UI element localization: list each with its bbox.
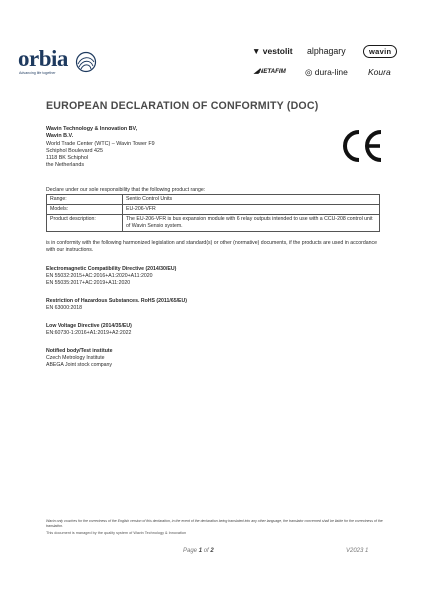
range-value: Sentio Control Units: [123, 195, 380, 205]
emc-section: [46, 266, 176, 288]
emc-standard-1: EN 55032:2015+AC:2016+A1:2020+A11:2020: [46, 273, 153, 280]
duraline-logo: ◎ dura-line: [305, 67, 348, 77]
issuer-line-5: 1118 BK Schiphol: [46, 155, 89, 162]
orbia-tagline: Advancing life together: [19, 71, 56, 75]
rohs-standard-1: EN 63000:2018: [46, 305, 83, 312]
issuer-line-2: Wavin B.V.: [46, 133, 74, 140]
page-title: EUROPEAN DECLARATION OF CONFORMITY (DOC): [46, 100, 319, 112]
emc-heading: Electromagnetic Compatibility Directive (2014/30/EU): [46, 266, 177, 272]
wavin-logo: wavin: [363, 45, 397, 58]
table-row: [47, 205, 380, 215]
table-row: [47, 215, 380, 232]
total-pages: 2: [210, 548, 214, 554]
product-range-table: [46, 194, 380, 232]
netafim-logo: ◢NETAFIM: [254, 68, 286, 75]
lvd-standard-1: EN:60730-1:2016+A1:2019+A2:2022: [46, 330, 132, 337]
lvd-heading: Low Voltage Directive (2014/35/EU): [46, 323, 132, 329]
description-label: Product description:: [47, 215, 123, 232]
duraline-ring-icon: ◎: [305, 67, 315, 77]
vestolit-v-icon: ▼: [252, 46, 263, 56]
notified-body-line-1: Czech Metrology Institute: [46, 355, 105, 362]
koura-logo: Koura: [368, 67, 391, 77]
orbia-logo: [18, 44, 100, 80]
translation-disclaimer: Wavin only vouches for the correctness of the English version of this declaration, in the event of the declaration being translated into any other language, the translator concerned shall be liable for the correctness of the translation.: [46, 519, 383, 528]
lvd-section: [46, 323, 132, 337]
document-version: V2023 1: [346, 548, 369, 554]
rohs-heading: Restriction of Hazardous Substances. RoHS (2011/65/EU): [46, 298, 187, 304]
models-value: EU-206-VFR: [123, 205, 380, 215]
issuer-line-3: World Trade Center (WTC) – Wavin Tower F9: [46, 140, 155, 147]
notified-body-heading: Notified body/Test institute: [46, 348, 113, 354]
issuer-address: [46, 126, 155, 170]
emc-standard-2: EN 55035:2017+AC:2019+A11:2020: [46, 280, 131, 287]
issuer-line-6: the Netherlands: [46, 162, 85, 169]
vestolit-logo: ▼ vestolit: [252, 46, 293, 56]
description-value: The EU-206-VFR is bus expansion module with 6 relay outputs intended to use with a CCU-208 control unit of Wavin Sensio system.: [123, 215, 380, 232]
table-row: [47, 195, 380, 205]
quality-system-note: This document is managed by the quality system of Wavin Technology & Innovation: [46, 531, 187, 535]
issuer-line-4: Schiphol Boulevard 425: [46, 147, 103, 154]
alphagary-logo: alphagary: [307, 46, 346, 56]
notified-body-line-2: ABEGA Joint stock company: [46, 362, 113, 369]
orbia-wordmark: orbia: [18, 46, 68, 71]
models-label: Models:: [47, 205, 123, 215]
ce-mark-icon: [339, 128, 385, 164]
range-label: Range:: [47, 195, 123, 205]
rohs-section: [46, 298, 187, 312]
notified-body-section: [46, 348, 112, 370]
declaration-intro: Declare under our sole responsibility that the following product range:: [46, 187, 206, 193]
page-number: Page 1 of 2: [183, 548, 214, 554]
orbia-swirl-icon: [74, 51, 98, 73]
issuer-line-1: Wavin Technology & Innovation BV,: [46, 126, 138, 132]
current-page: 1: [198, 548, 203, 554]
conformity-statement: is in conformity with the following harmonized legislation and standard(s) or other (normative) documents, if the products are used in accordance with our instructions.: [46, 240, 378, 254]
netafim-leaf-icon: ◢: [254, 68, 259, 75]
brand-logos: [250, 46, 410, 82]
